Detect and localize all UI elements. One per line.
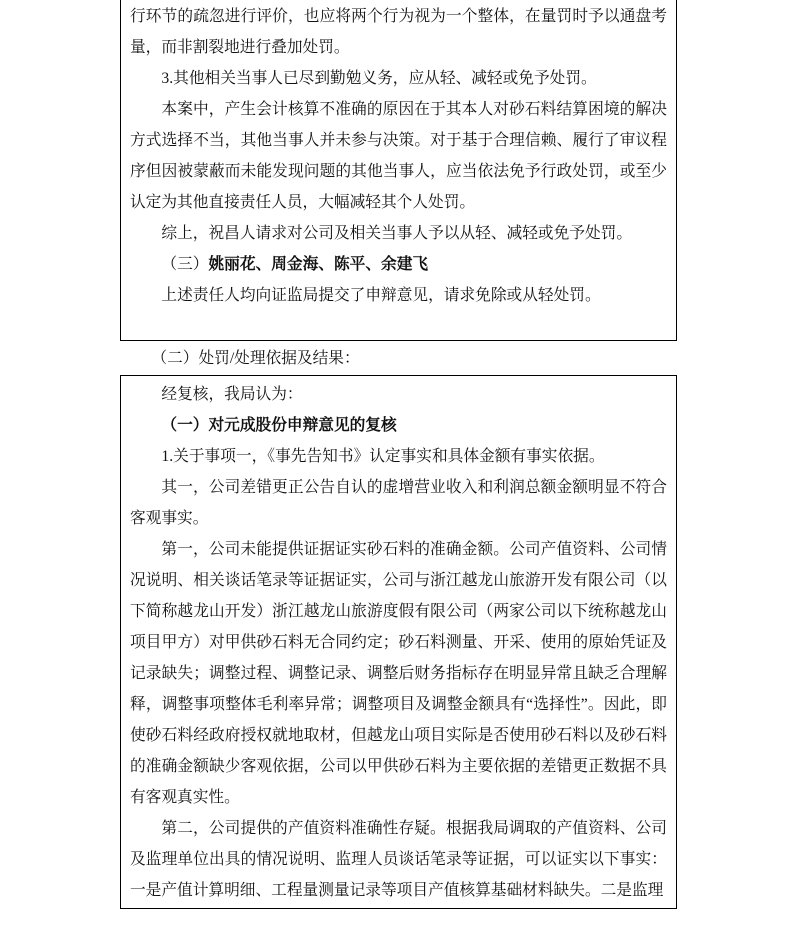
paragraph-persons-appeal: 上述责任人均向证监局提交了申辩意见，请求免除或从轻处罚。 — [161, 287, 601, 304]
subsection-heading-three — [130, 249, 667, 280]
appeal-opinion-box — [120, 0, 677, 341]
subsection-number: （三） — [161, 256, 209, 273]
paragraph-summary-request: 综上，祝昌人请求对公司及相关当事人予以从轻、减轻或免予处罚。 — [161, 225, 633, 242]
responsible-persons-names: 姚丽花、周金海、陈平、余建飞 — [208, 256, 429, 273]
paragraph-first-point-intro: 其一，公司差错更正公告自认的虚增营业收入和利润总额金额明显不符合客观事实。 — [130, 479, 667, 527]
paragraph-point-3: 3.其他相关当事人已尽到勤勉义务，应从轻、减轻或免予处罚。 — [161, 70, 597, 87]
review-conclusion-box — [120, 375, 677, 909]
paragraph-review-intro: 经复核，我局认为： — [161, 386, 303, 403]
paragraph-item-1: 1.关于事项一，《事先告知书》认定事实和具体金额有事实依据。 — [161, 448, 605, 465]
subsection-heading-one: （一）对元成股份申辩意见的复核 — [161, 417, 397, 434]
paragraph-first-evidence: 第一，公司未能提供证据证实砂石料的准确金额。公司产值资料、公司情况说明、相关谈话笔录等证据证实，公司与浙江越龙山旅游开发有限公司（以下简称越龙山开发）浙江越龙山旅游度假有限公司（两家公司以下统称越龙山项目甲方）对甲供砂石料无合同约定；砂石料测量、开采、使用的原始凭证及记录缺失；调整过程、调整记录、调整后财务指标存在明显异常且缺乏合理解释，调整事项整体毛利率异常；调整项目及调整金额具有“选择性”。因此，即使砂石料经政府授权就地取材，但越龙山项目实际是否使用砂石料以及砂石料的准确金额缺少客观依据，公司以甲供砂石料为主要依据的差错更正数据不具有客观真实性。 — [130, 541, 667, 806]
paragraph-second-evidence: 第二，公司提供的产值资料准确性存疑。根据我局调取的产值资料、公司及监理单位出具的情况说明、监理人员谈话笔录等证据，可以证实以下事实：一是产值计算明细、工程量测量记录等项目产值核算基础材料缺失。二是监理 — [130, 820, 667, 899]
paragraph-case-argument: 本案中，产生会计核算不准确的原因在于其本人对砂石料结算困境的解决方式选择不当，其他当事人并未参与决策。对于基于合理信赖、履行了审议程序但因被蒙蔽而未能发现问题的其他当事人，应当依法免予行政处罚，或至少认定为其他直接责任人员，大幅减轻其个人处罚。 — [130, 101, 667, 211]
paragraph-continuation: 行环节的疏忽进行评价，也应将两个行为视为一个整体，在量罚时予以通盘考量，而非割裂地进行叠加处罚。 — [130, 8, 667, 56]
section-heading-penalty-basis: （二）处罚/处理依据及结果： — [151, 350, 360, 367]
